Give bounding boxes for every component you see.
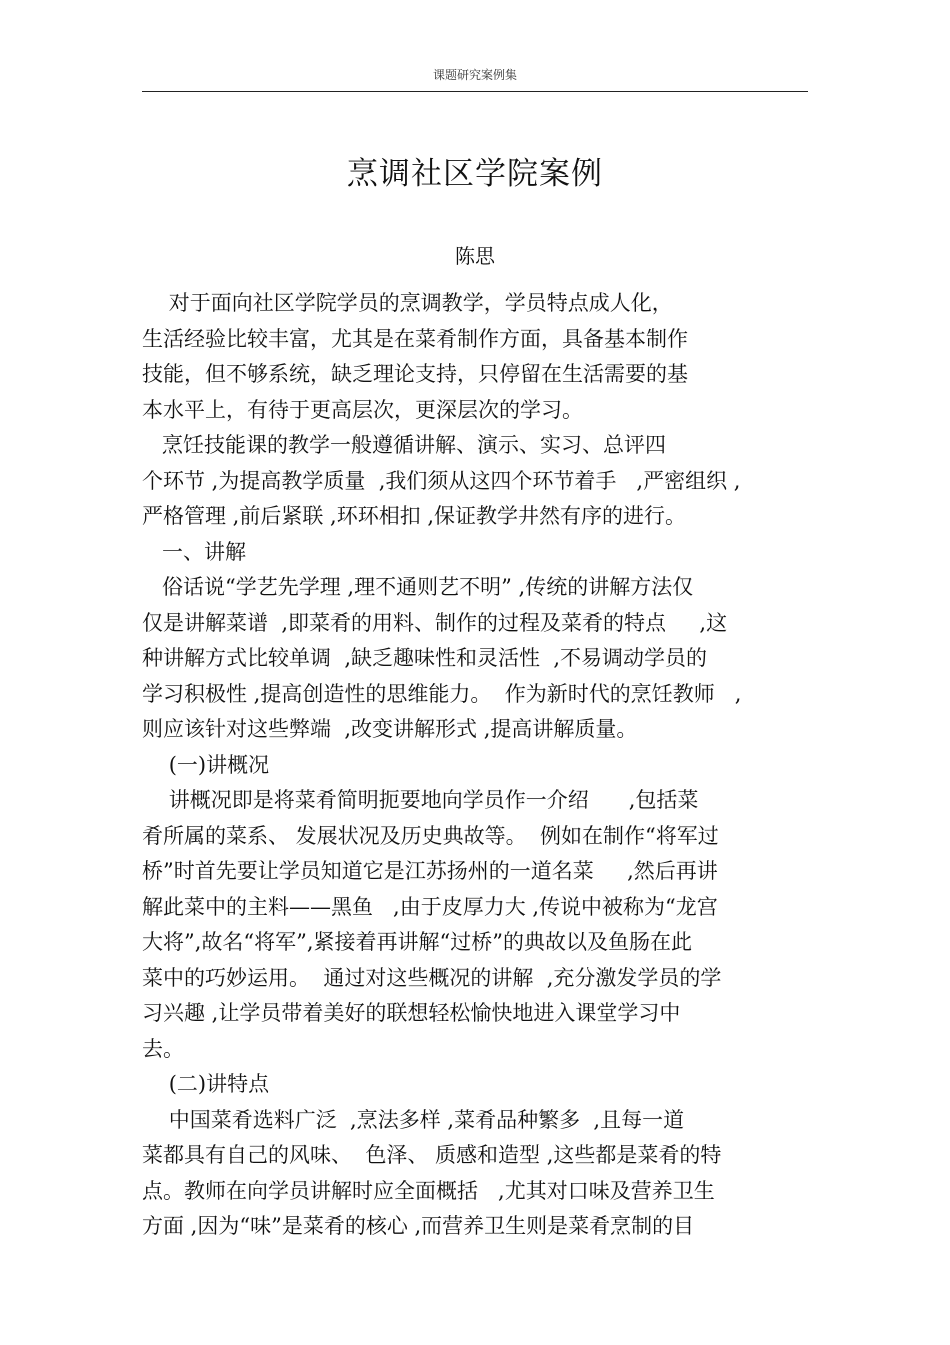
body-text-line: 大将”,故名“将军”,紧接着再讲解“过桥”的典故以及鱼肠在此 [142,930,693,954]
body-text-line: 烹饪技能课的教学一般遵循讲解、演示、实习、总评四 [142,433,667,457]
body-text-line: 点。教师在向学员讲解时应全面概括 ,尤其对口味及营养卫生 [142,1178,715,1203]
body-text-line: 本水平上，有待于更高层次，更深层次的学习。 [142,397,583,422]
body-text-line: (二)讲特点 [142,1072,270,1096]
body-text-line: 学习积极性 ,提高创造性的思维能力。 作为新时代的烹饪教师 , [142,681,742,706]
page-header: 课题研究案例集 [432,68,517,82]
document-title: 烹调社区学院案例 [347,156,603,192]
body-text-line: 则应该针对这些弊端 ,改变讲解形式 ,提高讲解质量。 [142,717,638,741]
body-text-line: 技能，但不够系统，缺乏理论支持，只停留在生活需要的基 [142,362,688,386]
body-text-line: 解此菜中的主料——黑鱼 ,由于皮厚力大 ,传说中被称为“龙宫 [142,894,718,919]
body-text-line: 菜都具有自己的风味、 色泽、 质感和造型 ,这些都是菜肴的特 [142,1143,722,1167]
body-text-line: 讲概况即是将菜肴简明扼要地向学员作一介绍 ,包括菜 [142,788,699,812]
header-rule [142,91,808,92]
body-text-line: 去。 [142,1036,184,1061]
document-author: 陈思 [455,244,495,268]
body-text-line: 方面 ,因为“味”是菜肴的核心 ,而营养卫生则是菜肴烹制的目 [142,1214,695,1238]
body-text-line: 中国菜肴选料广泛 ,烹法多样 ,菜肴品种繁多 ,且每一道 [142,1107,685,1132]
body-text-line: 桥”时首先要让学员知道它是江苏扬州的一道名菜 ,然后再讲 [142,859,718,883]
body-text-line: 种讲解方式比较单调 ,缺乏趣味性和灵活性 ,不易调动学员的 [142,646,708,670]
body-text-line: 菜中的巧妙运用。 通过对这些概况的讲解 ,充分激发学员的学 [142,965,722,990]
body-text-line: 严格管理 ,前后紧联 ,环环相扣 ,保证教学井然有序的进行。 [142,504,687,528]
body-text-line: 生活经验比较丰富，尤其是在菜肴制作方面，具备基本制作 [142,326,688,351]
body-text-line: 习兴趣 ,让学员带着美好的联想轻松愉快地进入课堂学习中 [142,1001,681,1025]
body-text-line: 个环节 ,为提高教学质量 ,我们须从这四个环节着手 ,严密组织 , [142,468,741,493]
body-text-line: 肴所属的菜系、 发展状况及历史典故等。 例如在制作“将军过 [142,823,719,848]
document-body [142,286,814,1245]
body-text-line: 俗话说“学艺先学理 ,理不通则艺不明” ,传统的讲解方法仅 [142,575,694,599]
body-text-line: (一)讲概况 [142,752,270,777]
body-text-line: 一、讲解 [142,539,247,564]
body-text-line: 对于面向社区学院学员的烹调教学，学员特点成人化， [142,291,673,315]
body-text-line: 仅是讲解菜谱 ,即菜肴的用料、制作的过程及菜肴的特点 ,这 [142,610,728,635]
